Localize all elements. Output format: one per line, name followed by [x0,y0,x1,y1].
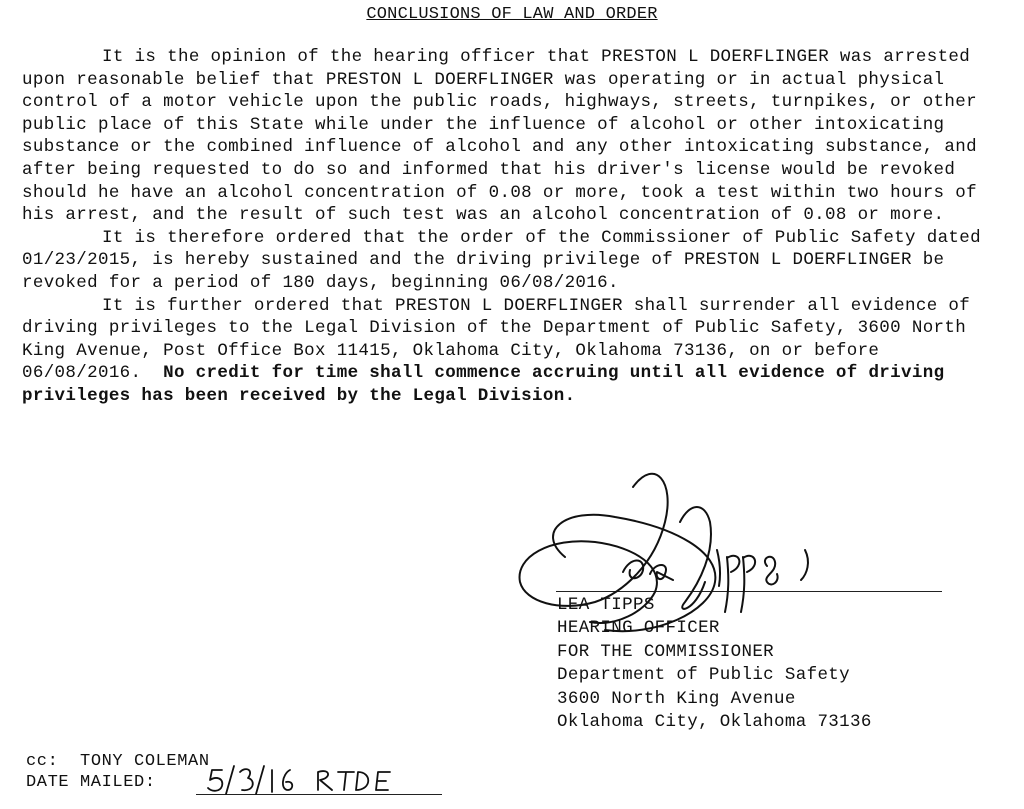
order-body [22,46,1012,408]
revocation-order-paragraph: It is therefore ordered that the order of the Commissioner of Public Safety dated 01/23/2015, is hereby sustained and the driving privilege of PRESTON L DOERFLINGER be revoked for a period of 180 days, beginning 06/08/2016. [22,227,981,293]
handwritten-date-mailed [200,762,430,798]
surrender-order-text: It is further ordered that PRESTON L DOERFLINGER shall surrender all evidence of driving privileges to the Legal Division of the Department of Public Safety, 3600 North King Avenue, Post Office Box 11415, Oklahoma City, Oklahoma 73136, on or before 06/08/2016. [22,295,971,384]
signer-department: Department of Public Safety [557,665,850,686]
signer-address: 3600 North King Avenue [557,688,796,709]
cc-label: cc: [26,752,59,771]
opinion-paragraph: It is the opinion of the hearing officer that PRESTON L DOERFLINGER was arrested upon reasonable belief that PRESTON L DOERFLINGER was operating or in actual physical control of a motor vehicle upon the public roads, highways, streets, turnpikes, or other public place of this State while under the influence of alcohol or other intoxicating substance or the combined influence of alcohol and any other intoxicating substance, and after being requested to do so and informed that his driver's license would be revoked should he have an alcohol concentration of 0.08 or more, took a test within two hours of his arrest, and the result of such test was an alcohol concentration of 0.08 or more. [22,47,977,226]
no-credit-notice: No credit for time shall commence accruing until all evidence of driving privileges has been received by the Legal Division. [22,363,945,406]
surrender-order-paragraph [22,295,1012,408]
cc-name: TONY COLEMAN [80,752,210,771]
signature-block [557,594,872,734]
signer-for: FOR THE COMMISSIONER [557,641,775,662]
date-mailed-row [26,773,156,792]
signer-city: Oklahoma City, Oklahoma 73136 [557,712,872,733]
cc-line [26,751,210,773]
document-title: CONCLUSIONS OF LAW AND ORDER [366,5,658,24]
date-mailed-label: DATE MAILED: [26,773,156,792]
signer-name: LEA TIPPS [557,595,655,615]
signer-title: HEARING OFFICER [557,618,720,639]
